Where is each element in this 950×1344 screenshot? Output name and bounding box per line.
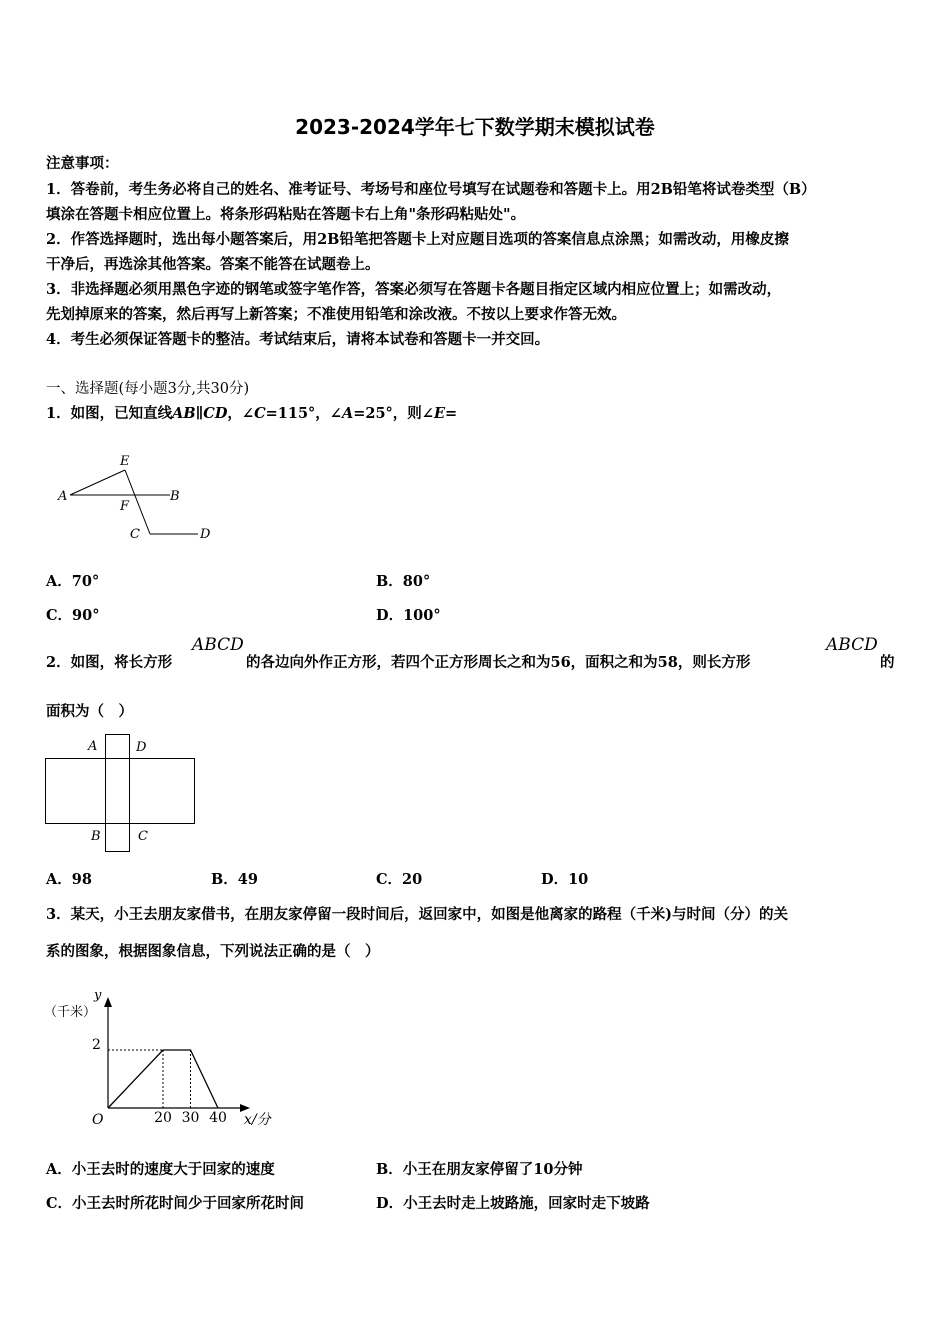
notice-line: 干净后，再选涂其他答案。答案不能答在试题卷上。 [46, 256, 380, 273]
x-tick-30: 30 [181, 1110, 200, 1126]
q1-figure [50, 448, 230, 548]
notice-line: 填涂在答题卡相应位置上。将条形码粘贴在答题卡右上角"条形码粘贴处"。 [46, 206, 526, 223]
label-e: E [120, 454, 130, 469]
notice-line: 先划掉原来的答案，然后再写上新答案；不准使用铅笔和涂改液。不按以上要求作答无效。 [46, 306, 626, 323]
vertical-strip [106, 735, 130, 852]
origin-label: O [92, 1112, 104, 1128]
y-tick-2: 2 [92, 1037, 101, 1053]
q2-option-d: D．10 [541, 871, 589, 888]
q1-eq: = [445, 405, 458, 422]
y-unit-label: （千米） [44, 1005, 97, 1020]
q2-stem-line2: 面积为（ ） [46, 703, 133, 720]
q2-stem-part1: 2．如图，将长方形 [46, 654, 173, 671]
q3-option-a: A．小王去时的速度大于回家的速度 [46, 1161, 275, 1178]
q1-option-c: C．90° [46, 607, 100, 624]
q1-option-a: A．70° [46, 573, 100, 590]
horizontal-strip [46, 759, 195, 824]
q1-a-value: =25°，则∠ [353, 405, 434, 422]
label-b: B [91, 829, 101, 844]
q1-c-value: =115°，∠ [265, 405, 342, 422]
label-d: D [200, 527, 211, 542]
q1-sep1: ，∠ [227, 405, 255, 422]
label-d: D [136, 740, 147, 755]
q1-stem-prefix: 1．如图，已知直线 [46, 405, 173, 422]
x-axis-label: x/分 [244, 1112, 271, 1128]
notice-heading: 注意事项： [46, 155, 119, 172]
x-tick-20: 20 [154, 1110, 172, 1126]
q2-option-a: A．98 [46, 871, 92, 888]
q3-option-c: C．小王去时所花时间少于回家所花时间 [46, 1195, 305, 1212]
q2-stem-part3: 的 [880, 654, 895, 671]
q3-stem-line1: 3．某天，小王去朋友家借书，在朋友家停留一段时间后，返回家中，如图是他离家的路程（千米)与时间（分）的关 [46, 906, 788, 923]
q1-a-label: A [341, 405, 354, 422]
q3-stem-line2: 系的图象，根据图象信息，下列说法正确的是（ ） [46, 943, 380, 960]
q1-ab: AB [172, 405, 196, 422]
notice-line: 4．考生必须保证答题卡的整洁。考试结束后，请将本试卷和答题卡一并交回。 [46, 331, 550, 348]
q2-option-b: B．49 [211, 871, 258, 888]
label-c: C [130, 527, 140, 542]
q1-c-label: C [254, 405, 266, 422]
x-axis-arrow [240, 1104, 250, 1112]
label-f: F [120, 499, 130, 514]
q1-option-d: D．100° [376, 607, 441, 624]
x-tick-40: 40 [209, 1110, 227, 1126]
q1-cd: CD [203, 405, 228, 422]
q1-option-b: B．80° [376, 573, 431, 590]
label-a: A [88, 739, 98, 754]
page-title: 2023-2024学年七下数学期末模拟试卷 [295, 115, 655, 139]
label-a: A [58, 489, 68, 504]
label-c: C [138, 829, 148, 844]
y-axis-label: y [94, 988, 102, 1003]
notice-line: 3．非选择题必须用黑色字迹的钢笔或签字笔作答，答案必须写在答题卡各题目指定区域内相应位置上；如需改动， [46, 281, 782, 298]
notice-line: 1．答卷前，考生务必将自己的姓名、准考证号、考场号和座位号填写在试题卷和答题卡上。用2B铅笔将试卷类型（B） [46, 181, 816, 198]
q1-parallel: ∥ [195, 405, 204, 422]
q2-abcd-2: ABCD [826, 635, 878, 655]
q3-option-b: B．小王在朋友家停留了10分钟 [376, 1161, 583, 1178]
line-ae [70, 470, 125, 495]
q1-stem [46, 402, 457, 423]
label-b: B [170, 489, 180, 504]
q1-e-label: E [433, 405, 446, 422]
y-axis-arrow [104, 997, 112, 1007]
q2-stem-part2: 的各边向外作正方形，若四个正方形周长之和为56，面积之和为58，则长方形 [246, 654, 751, 671]
q2-option-c: C．20 [376, 871, 423, 888]
q2-abcd-1: ABCD [192, 635, 244, 655]
notice-line: 2．作答选择题时，选出每小题答案后，用2B铅笔把答题卡上对应题目选项的答案信息点涂黑；如需改动，用橡皮擦 [46, 231, 789, 248]
q3-option-d: D．小王去时走上坡路施，回家时走下坡路 [376, 1195, 650, 1212]
q3-graph [40, 983, 285, 1133]
section-heading: 一、选择题(每小题3分,共30分) [46, 381, 250, 397]
q2-figure [40, 730, 205, 858]
